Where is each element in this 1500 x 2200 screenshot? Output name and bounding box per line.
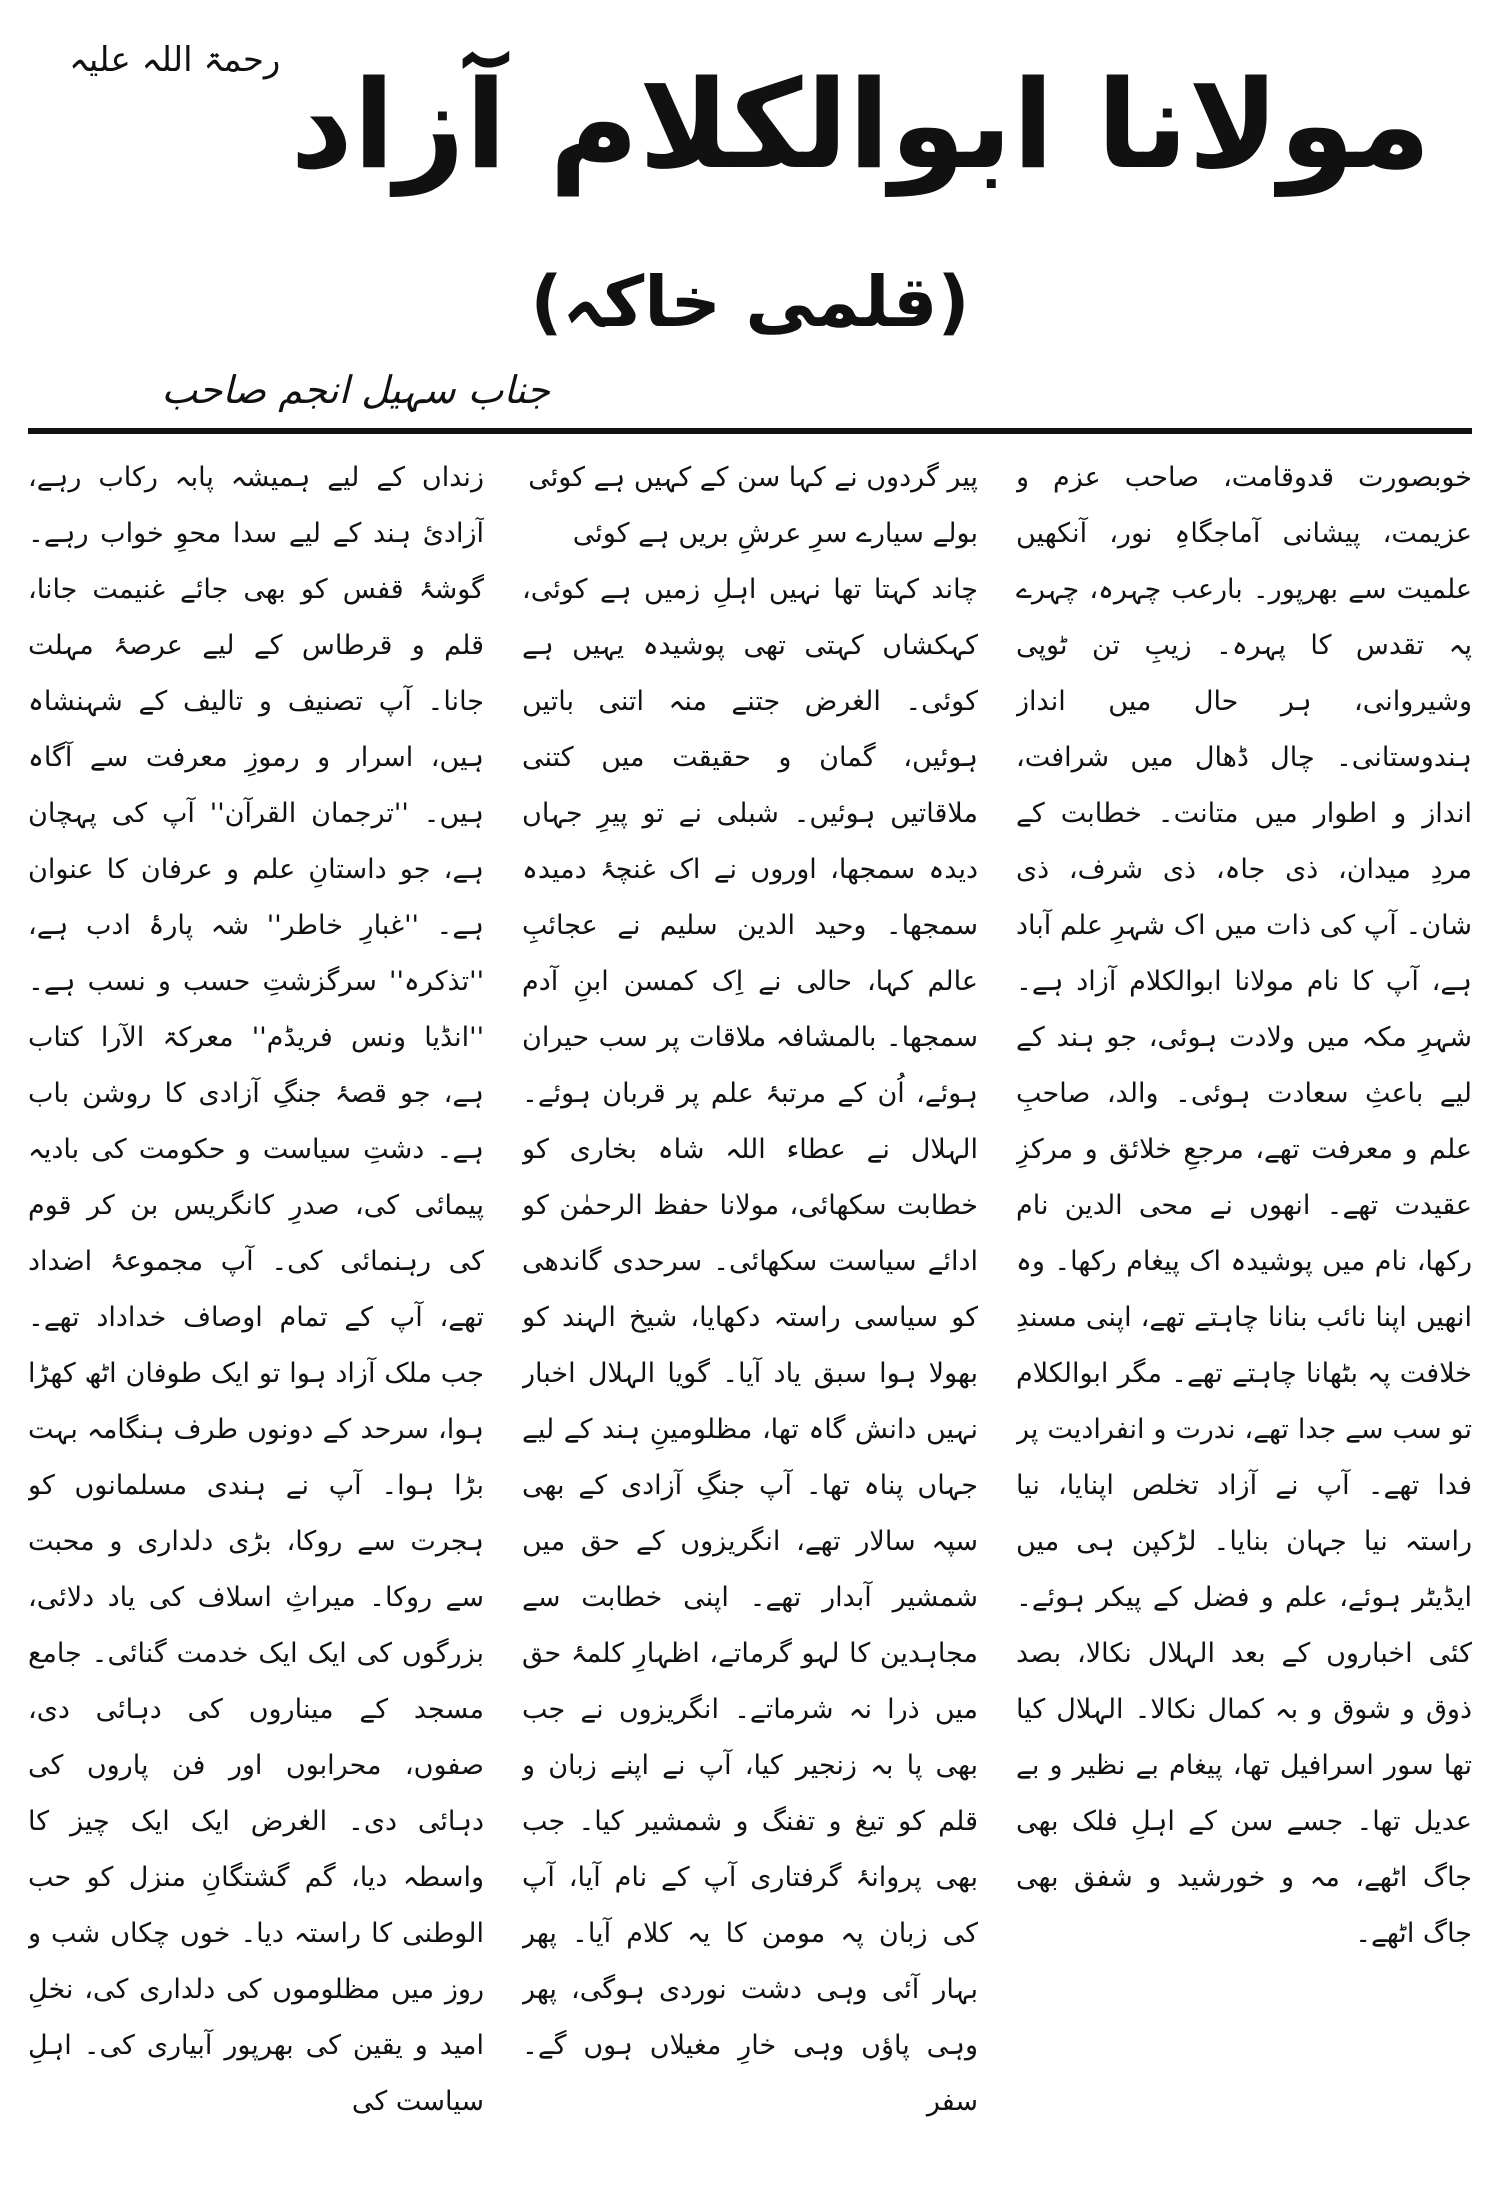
column-left (28, 450, 484, 2160)
verse-line: پیر گردوں نے کہا سن کے کہیں ہے کوئی (528, 462, 978, 493)
column-middle (522, 450, 978, 2160)
header-divider (28, 428, 1472, 434)
column-right (1016, 450, 1472, 2160)
column-middle-text: چاند کہتا تھا نہیں اہلِ زمیں ہے کوئی، کہکشاں کہتی تھی پوشیدہ یہیں ہے کوئی۔ الغرض جتنے منہ اتنی باتیں ہوئیں، گمان و حقیقت میں کتنی ملاقاتیں ہوئیں۔ شبلی نے تو پیرِ جہاں دیدہ سمجھا، اوروں نے اک غنچۂ دمیدہ سمجھا۔ وحید الدین سلیم نے عجائبِ عالم کہا، حالی نے اِک کمسن ابنِ آدم سمجھا۔ بالمشافہ ملاقات پر سب حیران ہوئے، اُن کے مرتبۂ علم پر قربان ہوئے۔ الہلال نے عطاء اللہ شاہ بخاری کو خطابت سکھائی، مولانا حفظ الرحمٰن کو ادائے سیاست سکھائی۔ سرحدی گاندھی کو سیاسی راستہ دکھایا، شیخ الہند کو بھولا ہوا سبق یاد آیا۔ گویا الہلال اخبار نہیں دانش گاہ تھا، مظلومینِ ہند کے لیے جہاں پناہ تھا۔ آپ جنگِ آزادی کے بھی سپہ سالار تھے، انگریزوں کے حق میں شمشیر آبدار تھے۔ اپنی خطابت سے مجاہدین کا لہو گرماتے، اظہارِ کلمۂ حق میں ذرا نہ شرماتے۔ انگریزوں نے جب بھی پا بہ زنجیر کیا، آپ نے اپنے زبان و قلم کو تیغ و تفنگ و شمشیر کیا۔ جب بھی پروانۂ گرفتاری آپ کے نام آیا، آپ کی زبان پہ مومن کا یہ کلام آیا۔ پھر بہار آئی وہی دشت نوردی ہوگی، پھر وہی پاؤں وہی خارِ مغیلاں ہوں گے۔ سفر (522, 574, 978, 2117)
title-honorific: رحمۃ اللہ علیہ (69, 40, 281, 80)
column-left-text: زنداں کے لیے ہمیشہ پابہ رکاب رہے، آزادئ ہند کے لیے سدا محوِ خواب رہے۔ گوشۂ قفس کو بھی جائے غنیمت جانا، قلم و قرطاس کے لیے عرصۂ مہلت جانا۔ آپ تصنیف و تالیف کے شہنشاہ ہیں، اسرار و رموزِ معرفت سے آگاہ ہیں۔ ''ترجمان القرآن'' آپ کی پہچان ہے، جو داستانِ علم و عرفان کا عنوان ہے۔ ''غبارِ خاطر'' شہ پارۂ ادب ہے، ''تذکرہ'' سرگزشتِ حسب و نسب ہے۔ ''انڈیا ونس فریڈم'' معرکۃ الآرا کتاب ہے، جو قصۂ جنگِ آزادی کا روشن باب ہے۔ دشتِ سیاست و حکومت کی بادیہ پیمائی کی، صدرِ کانگریس بن کر قوم کی رہنمائی کی۔ آپ مجموعۂ اضداد تھے، آپ کے تمام اوصاف خداداد تھے۔ جب ملک آزاد ہوا تو ایک طوفان اٹھ کھڑا ہوا، سرحد کے دونوں طرف ہنگامہ بہت بڑا ہوا۔ آپ نے ہندی مسلمانوں کو ہجرت سے روکا، بڑی دلداری و محبت سے روکا۔ میراثِ اسلاف کی یاد دلائی، بزرگوں کی ایک ایک خدمت گنائی۔ جامع مسجد کے میناروں کی دہائی دی، صفوں، محرابوں اور فن پاروں کی دہائی دی۔ الغرض ایک ایک چیز کا واسطہ دیا، گم گشتگانِ منزل کو حب الوطنی کا راستہ دیا۔ خوں چکاں شب و روز میں مظلوموں کی دلداری کی، نخلِ امید و یقین کی بھرپور آبیاری کی۔ اہلِ سیاست کی (28, 462, 484, 2117)
page-subtitle: (قلمی خاکہ) (530, 261, 970, 343)
article-body (28, 450, 1472, 2160)
verse-line: بولے سیارے سرِ عرشِ بریں ہے کوئی (572, 518, 978, 549)
column-right-text: خوبصورت قدوقامت، صاحب عزم و عزیمت، پیشانی آماجگاہِ نور، آنکھیں علمیت سے بھرپور۔ بارعب چہرہ، چہرے پہ تقدس کا پہرہ۔ زیبِ تن ٹوپی وشیروانی، ہر حال میں انداز ہندوستانی۔ چال ڈھال میں شرافت، انداز و اطوار میں متانت۔ خطابت کے مردِ میدان، ذی جاہ، ذی شرف، ذی شان۔ آپ کی ذات میں اک شہرِ علم آباد ہے، آپ کا نام مولانا ابوالکلام آزاد ہے۔ شہرِ مکہ میں ولادت ہوئی، جو ہند کے لیے باعثِ سعادت ہوئی۔ والد، صاحبِ علم و معرفت تھے، مرجعِ خلائق و مرکزِ عقیدت تھے۔ انھوں نے محی الدین نام رکھا، نام میں پوشیدہ اک پیغام رکھا۔ وہ انھیں اپنا نائب بنانا چاہتے تھے، اپنی مسندِ خلافت پہ بٹھانا چاہتے تھے۔ مگر ابوالکلام تو سب سے جدا تھے، ندرت و انفرادیت پر فدا تھے۔ آپ نے آزاد تخلص اپنایا، نیا راستہ نیا جہان بنایا۔ لڑکپن ہی میں ایڈیٹر ہوئے، علم و فضل کے پیکر ہوئے۔ کئی اخباروں کے بعد الہلال نکالا، بصد ذوق و شوق و بہ کمال نکالا۔ الہلال کیا تھا سور اسرافیل تھا، پیغام بے نظیر و بے عدیل تھا۔ جسے سن کے اہلِ فلک بھی جاگ اٹھے، مہ و خورشید و شفق بھی جاگ اٹھے۔ (1016, 462, 1472, 1949)
author-byline: جناب سہیل انجم صاحب (161, 368, 550, 412)
page-title (69, 40, 1431, 210)
page-title-block (0, 40, 1500, 210)
title-text: مولانا ابوالکلام آزاد (290, 54, 1431, 196)
